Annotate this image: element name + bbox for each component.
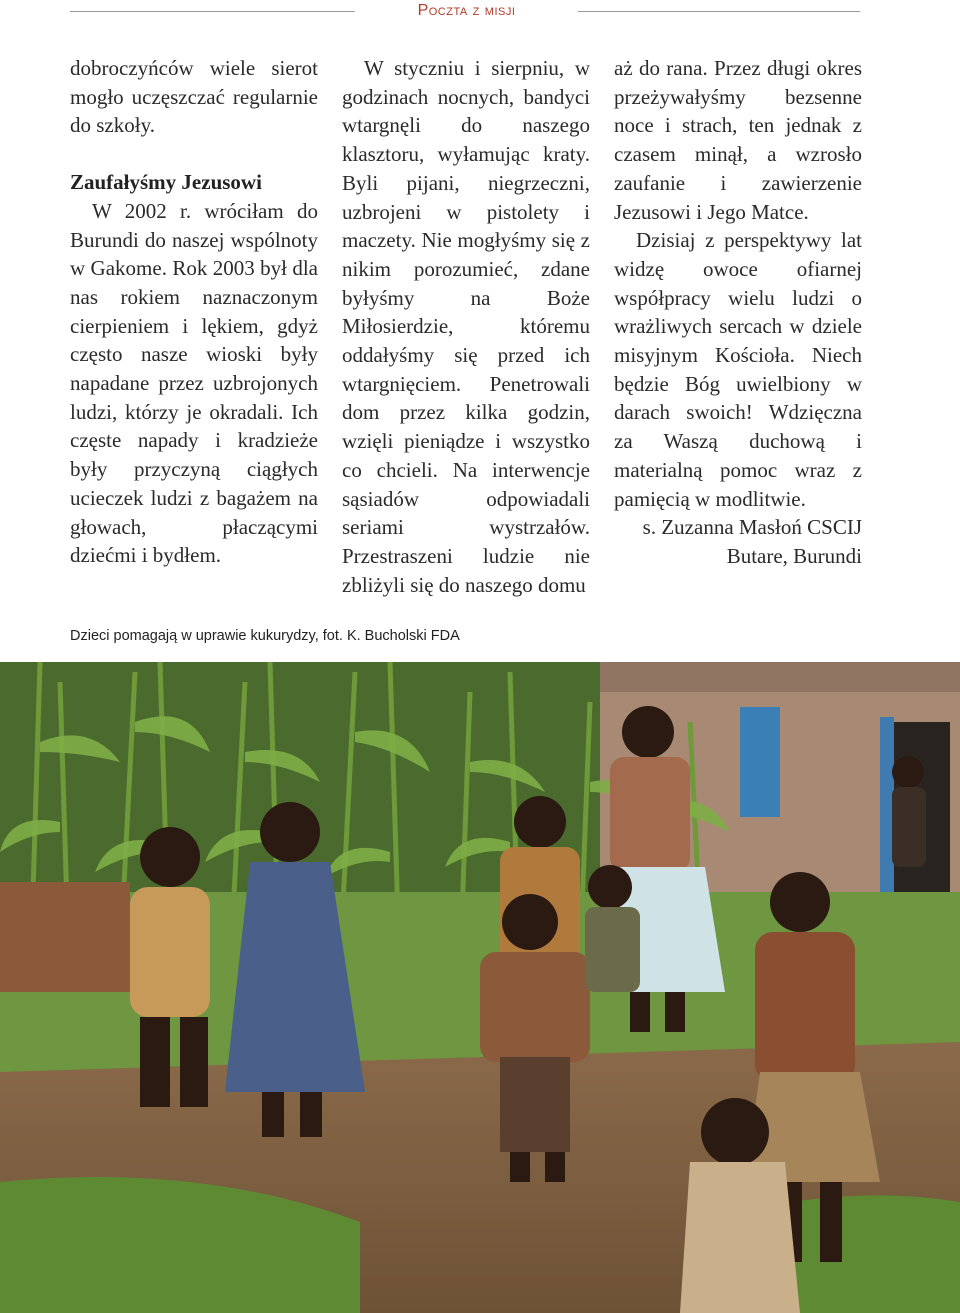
running-header: Poczta z misji <box>417 2 516 19</box>
paragraph: dobroczyńców wiele sierot mogło uczęszczać regularnie do szkoły. <box>70 56 318 138</box>
paragraph: aż do rana. Przez długi okres przeżywałyśmy bezsenne noce i strach, ten jednak z czasem minął, a wzrosło zaufanie i zawierzenie Jezusowi i Jego Matce. <box>614 56 862 224</box>
paragraph: W styczniu i sierpniu, w godzinach nocnych, bandyci wtargnęli do naszego klasztoru, wyłamując kraty. Byli pijani, niegrzeczni, uzbrojeni w pistolety i maczety. Nie mogłyśmy się z nikim porozumieć, zdane byłyśmy na Boże Miłosierdzie, któremu oddałyśmy się przed ich wtargnięciem. Penetrowali dom przez kilka godzin, wzięli pieniądze i wszystko co chcieli. Na interwencje sąsiadów odpowiadali seriami wystrzałów. Przestraszeni ludzie nie zbliżyli się do naszego domu <box>342 56 590 597</box>
author-location: Butare, Burundi <box>726 543 862 568</box>
paragraph: Dzisiaj z perspektywy lat widzę owoce ofiarnej współpracy wielu ludzi o wrażliwych sercach w dziele misyjnym Kościoła. Niech będzie Bóg uwielbiony w darach swoich! Wdzięczna za Waszą duchową i materialną pomoc wraz z pamięcią w modlitwie. <box>614 228 862 511</box>
photo-children-in-cornfield <box>0 662 960 1313</box>
header-rule-left <box>70 11 355 12</box>
author-signature: s. Zuzanna Masłoń CSCIJ <box>642 515 862 540</box>
text-column-2 <box>342 54 590 599</box>
text-column-1 <box>70 54 318 570</box>
text-column-3 <box>614 54 862 571</box>
child-figure <box>585 865 640 992</box>
person-figure <box>892 756 926 867</box>
photo-illustration <box>0 662 960 1313</box>
header-rule-right <box>578 11 860 12</box>
section-subheading: Zaufałyśmy Jezusowi <box>70 170 262 195</box>
paragraph: W 2002 r. wróciłam do Burundi do naszej wspólnoty w Gakome. Rok 2003 był dla nas rokiem naznaczonym cierpieniem i lękiem, gdyż często nasze wioski były napadane przez uzbrojonych ludzi, którzy je okradali. Ich częste napady i kradzieże były przyczyną ciągłych ucieczek ludzi z bagażem na głowach, płaczącymi dziećmi i bydłem. <box>70 198 318 568</box>
photo-caption: Dzieci pomagają w uprawie kukurydzy, fot. K. Bucholski FDA <box>70 628 460 644</box>
